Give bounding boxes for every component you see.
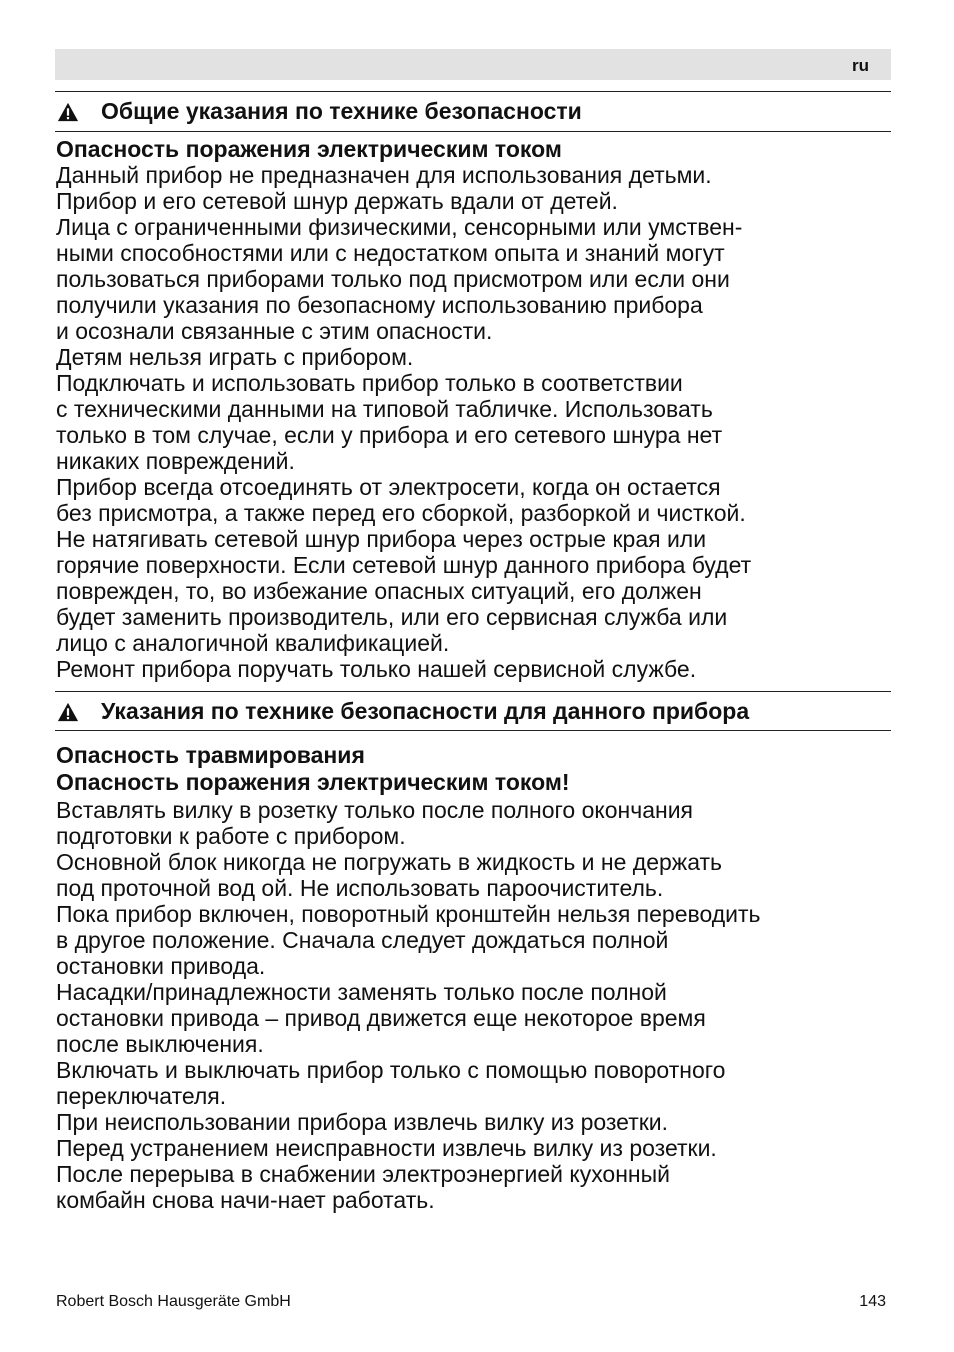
section-header-device-safety — [55, 691, 891, 731]
text-line: Основной блок никогда не погружать в жидкость и не держать — [56, 849, 723, 875]
text-line: Данный прибор не предназначен для использования детьми. — [56, 162, 712, 188]
section-title: Указания по технике безопасности для данного прибора — [101, 698, 750, 724]
text-line: Лица с ограниченными физическими, сенсорными или умствен- — [56, 214, 743, 240]
text-line: Подключать и использовать прибор только в соответствии — [56, 370, 683, 396]
subheading-electric-shock: Опасность поражения электрическим током! — [56, 769, 570, 795]
text-line: в другое положение. Сначала следует дождаться полной — [56, 927, 669, 953]
text-line: с техническими данными на типовой табличке. Использовать — [56, 396, 713, 422]
warning-icon — [57, 701, 79, 723]
text-line: будет заменить производитель, или его сервисная служба или — [56, 604, 728, 630]
section-header-general-safety — [55, 91, 891, 132]
text-line: Перед устранением неисправности извлечь вилку из розетки. — [56, 1135, 717, 1161]
section2-body — [56, 797, 761, 1213]
text-line: и осознали связанные с этим опасности. — [56, 318, 493, 344]
text-line: Прибор и его сетевой шнур держать вдали от детей. — [56, 188, 618, 214]
text-line: остановки привода. — [56, 953, 266, 979]
text-line: под проточной вод ой. Не использовать пароочиститель. — [56, 875, 664, 901]
text-line: Насадки/принадлежности заменять только после полной — [56, 979, 667, 1005]
section1-body — [56, 162, 751, 682]
text-line: комбайн снова начи-нает работать. — [56, 1187, 435, 1213]
text-line: ными способностями или с недостатком опыта и знаний могут — [56, 240, 725, 266]
text-line: остановки привода – привод движется еще некоторое время — [56, 1005, 706, 1031]
footer-company: Robert Bosch Hausgeräte GmbH — [56, 1293, 291, 1310]
text-line: подготовки к работе с прибором. — [56, 823, 406, 849]
text-line: Вставлять вилку в розетку только после полного окончания — [56, 797, 693, 823]
warning-icon — [57, 101, 79, 123]
text-line: поврежден, то, во избежание опасных ситуаций, его должен — [56, 578, 702, 604]
page-number: 143 — [859, 1293, 886, 1310]
text-line: переключателя. — [56, 1083, 227, 1109]
section-title: Общие указания по технике безопасности — [101, 98, 582, 124]
language-bar — [55, 49, 891, 80]
text-line: При неиспользовании прибора извлечь вилку из розетки. — [56, 1109, 669, 1135]
text-line: лицо с аналогичной квалификацией. — [56, 630, 450, 656]
language-code: ru — [852, 56, 869, 75]
text-line: Ремонт прибора поручать только нашей сервисной службе. — [56, 656, 697, 682]
text-line: горячие поверхности. Если сетевой шнур данного прибора будет — [56, 552, 752, 578]
text-line: после выключения. — [56, 1031, 264, 1057]
text-line: никаких повреждений. — [56, 448, 295, 474]
text-line: Не натягивать сетевой шнур прибора через острые края или — [56, 526, 707, 552]
text-line: пользоваться приборами только под присмотром или если они — [56, 266, 730, 292]
text-line: только в том случае, если у прибора и его сетевого шнура нет — [56, 422, 723, 448]
text-line: Прибор всегда отсоединять от электросети, когда он остается — [56, 474, 721, 500]
text-line: получили указания по безопасному использованию прибора — [56, 292, 703, 318]
text-line: Пока прибор включен, поворотный кронштейн нельзя переводить — [56, 901, 761, 927]
text-line: без присмотра, а также перед его сборкой, разборкой и чисткой. — [56, 500, 746, 526]
text-line: Детям нельзя играть с прибором. — [56, 344, 414, 370]
text-line: Включать и выключать прибор только с помощью поворотного — [56, 1057, 726, 1083]
subheading-electric-shock: Опасность поражения электрическим током — [56, 136, 562, 162]
text-line: После перерыва в снабжении электроэнергией кухонный — [56, 1161, 671, 1187]
subheading-injury: Опасность травмирования — [56, 742, 365, 768]
